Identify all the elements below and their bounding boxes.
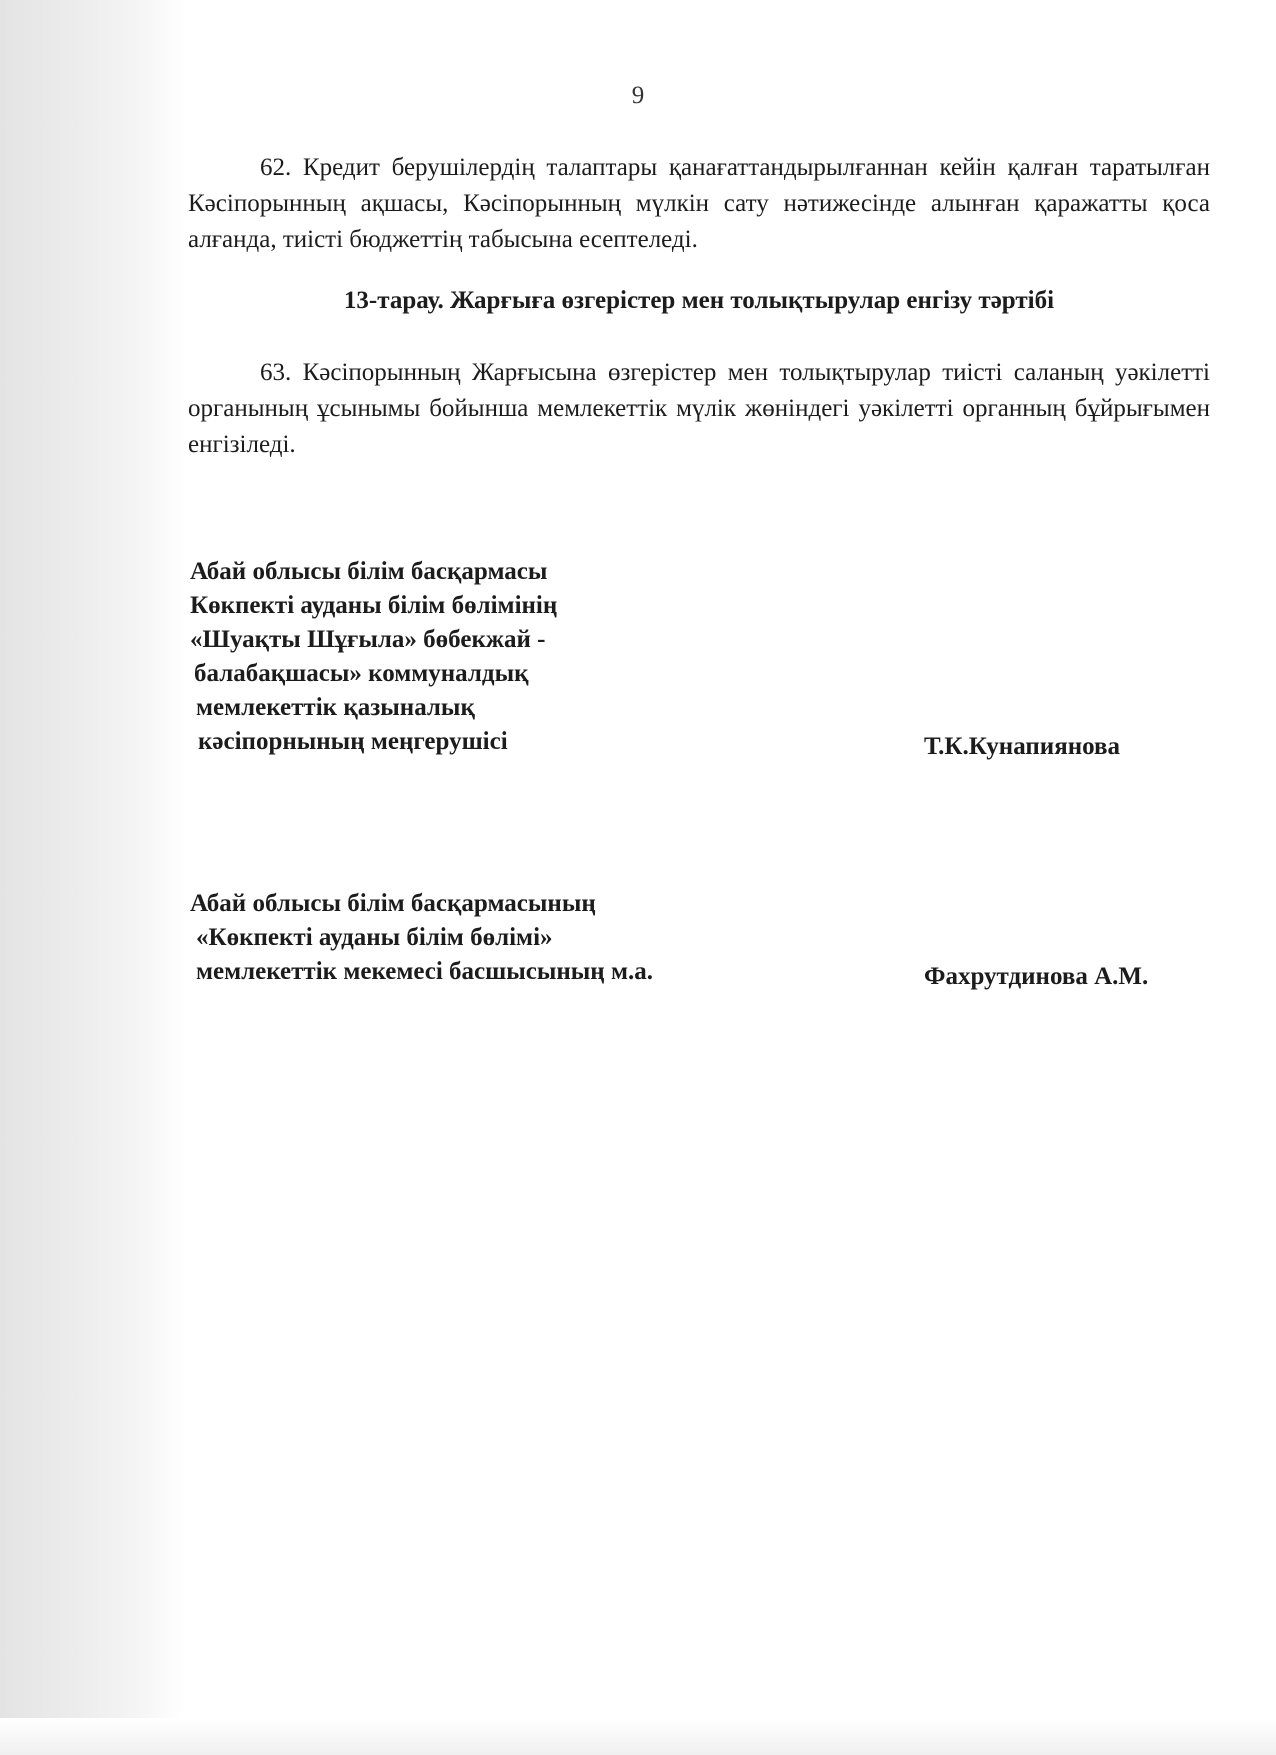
scan-binding-shadow xyxy=(0,0,185,1755)
page-number: 9 xyxy=(631,82,645,109)
signature-1-line: кәсіпорнының меңгерушісі xyxy=(198,728,508,755)
signatory-name-1: Т.К.Кунапиянова xyxy=(924,733,1120,760)
signature-2-line: Абай облысы білім басқармасының xyxy=(190,890,596,917)
signature-2-line: «Көкпекті ауданы білім бөлімі» xyxy=(196,924,553,951)
signature-1-line: мемлекеттік қазыналық xyxy=(196,694,475,721)
signature-2-line: мемлекеттік мекемесі басшысының м.а. xyxy=(196,958,653,985)
paragraph-62-text: 62. Кредит берушілердің талаптары қанағаттандырылғаннан кейін қалған таратылған Кәсіпорынның ақшасы, Кәсіпорынның мүлкін сату нәтижесінде алынған қаражатты қоса алғанда, тиісті бюджеттің табысына есептеледі. xyxy=(188,154,1210,253)
paragraph-62 xyxy=(188,150,1210,258)
signature-block-2 xyxy=(190,887,653,989)
paragraph-63 xyxy=(188,355,1210,463)
scan-bottom-shadow xyxy=(0,1718,1276,1755)
signatory-name-2: Фахрутдинова А.М. xyxy=(924,963,1149,990)
signature-1-line: «Шуақты Шұғыла» бөбекжай - xyxy=(190,626,546,653)
section-heading: 13-тарау. Жарғыға өзгерістер мен толықтырулар енгізу тәртібі xyxy=(343,287,1055,314)
signature-block-1 xyxy=(190,555,557,759)
signature-1-line: Көкпекті ауданы білім бөлімінің xyxy=(190,592,558,619)
signature-1-line: Абай облысы білім басқармасы xyxy=(190,558,548,585)
paragraph-63-text: 63. Кәсіпорынның Жарғысына өзгерістер мен толықтырулар тиісті саланың уәкілетті органының ұсынымы бойынша мемлекеттік мүлік жөніндегі уәкілетті органның бұйрығымен енгізіледі. xyxy=(188,359,1210,458)
signature-1-line: балабақшасы» коммуналдық xyxy=(194,660,529,687)
